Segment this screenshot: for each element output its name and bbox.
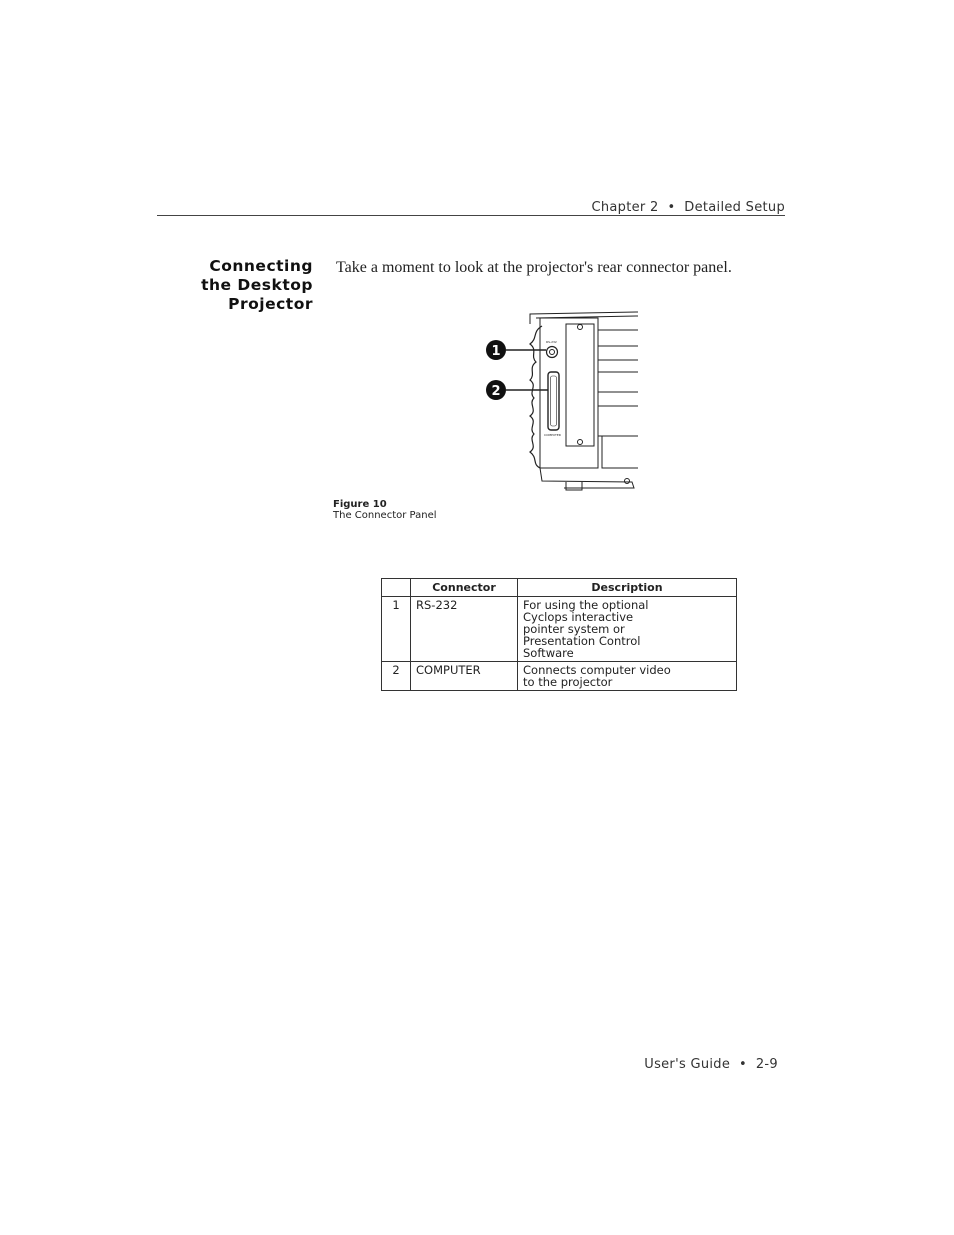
header-section: Detailed Setup: [684, 200, 785, 215]
running-header: [157, 198, 785, 216]
description-line: For using the optional: [523, 598, 649, 612]
header-text: [591, 200, 785, 215]
description-line: to the projector: [523, 675, 613, 689]
connector-table: [381, 578, 737, 691]
callout-2-number: 2: [491, 384, 501, 399]
table-header-row: [382, 579, 737, 597]
row-description: [518, 597, 737, 662]
section-title-line-1: Connecting: [209, 257, 313, 275]
row-connector: COMPUTER: [411, 662, 518, 691]
page-footer: [644, 1057, 778, 1072]
figure-label: Figure 10: [333, 499, 387, 510]
description-line: Presentation Control: [523, 634, 641, 648]
footer-page-number: 2-9: [755, 1057, 778, 1072]
row-connector: RS-232: [411, 597, 518, 662]
callout-1-number: 1: [491, 344, 501, 359]
row-description: [518, 662, 737, 691]
description-line: Connects computer video: [523, 663, 671, 677]
intro-paragraph: Take a moment to look at the projector's rear connector panel.: [336, 259, 732, 276]
section-title-line-2: the Desktop: [201, 276, 313, 294]
header-number: [382, 579, 411, 597]
section-title: [150, 257, 313, 314]
header-connector: Connector: [411, 579, 518, 597]
footer-guide: User's Guide: [644, 1057, 731, 1072]
description-line: pointer system or: [523, 622, 625, 636]
footer-separator: •: [739, 1057, 747, 1072]
connector-panel-illustration: [482, 306, 642, 496]
description-line: Cyclops interactive: [523, 610, 634, 624]
figure-caption: [333, 499, 437, 521]
table-row: [382, 597, 737, 662]
row-number: 1: [382, 597, 411, 662]
row-number: 2: [382, 662, 411, 691]
figure-caption-text: The Connector Panel: [333, 510, 437, 521]
connector-panel-figure: [482, 306, 642, 496]
header-rule: [157, 215, 785, 216]
rs232-panel-label: RS-232: [546, 340, 557, 344]
header-description: Description: [518, 579, 737, 597]
computer-panel-label: COMPUTER: [544, 433, 561, 437]
table-row: [382, 662, 737, 691]
header-chapter: Chapter 2: [591, 200, 659, 215]
section-title-line-3: Projector: [228, 295, 313, 313]
description-line: Software: [523, 646, 574, 660]
header-separator: •: [667, 200, 676, 215]
